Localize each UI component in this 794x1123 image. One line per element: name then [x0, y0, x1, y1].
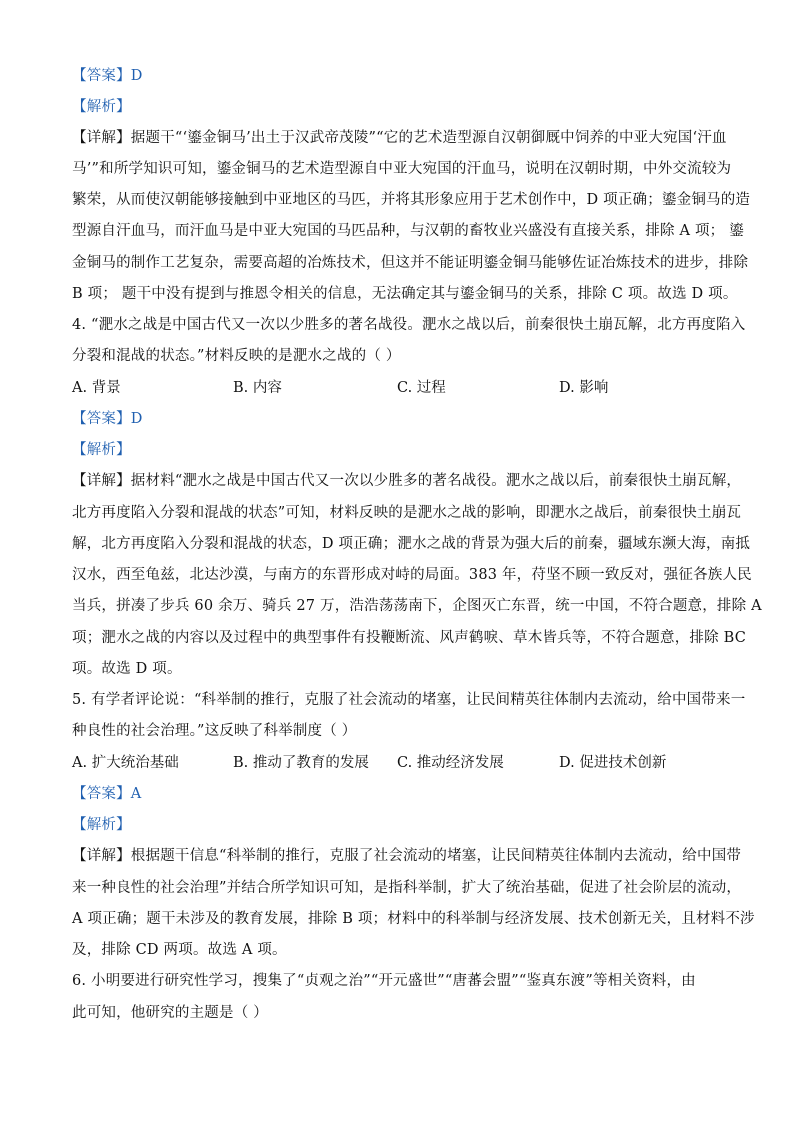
q5-detail-line: 及，排除 CD 两项。故选 A 项。 [72, 942, 287, 958]
q4-detail-line: 【详解】据材料“淝水之战是中国古代又一次以少胜多的著名战役。淝水之战以后，前秦很快土崩瓦解， [72, 473, 742, 489]
q4-detail-line: 项；淝水之战的内容以及过程中的典型事件有投鞭断流、风声鹤唳、草木皆兵等，不符合题意，排除 BC [72, 630, 747, 646]
q3-analysis-label: 【解析】 [72, 99, 131, 115]
q4-detail-line: 汉水，西至龟兹，北达沙漠，与南方的东晋形成对峙的局面。383 年，苻坚不顾一致反对，强征各族人民 [72, 567, 752, 583]
q3-detail-line: 繁荣，从而使汉朝能够接触到中亚地区的马匹，并将其形象应用于艺术创作中，D 项正确；鎏金铜马的造 [72, 192, 751, 208]
q5-answer: 【答案】A [72, 786, 142, 802]
q3-detail-line: B 项； 题干中没有提到与推恩令相关的信息，无法确定其与鎏金铜马的关系，排除 C 项。故选 D 项。 [72, 286, 738, 302]
q4-detail-line: 项。故选 D 项。 [72, 661, 182, 677]
q5-analysis-label: 【解析】 [72, 817, 131, 833]
q5-stem-line: 种良性的社会治理。”这反映了科举制度（ ） [72, 723, 357, 739]
q4-option-d: D. 影响 [559, 380, 609, 396]
q3-detail-line: 马’”和所学知识可知，鎏金铜马的艺术造型源自中亚大宛国的汗血马，说明在汉朝时期，中外交流较为 [72, 161, 732, 177]
q3-detail-line: 金铜马的制作工艺复杂，需要高超的冶炼技术，但这并不能证明鎏金铜马能够佐证冶炼技术的进步，排除 [72, 255, 749, 271]
q4-option-c: C. 过程 [397, 380, 446, 396]
q5-detail-line: 来一种良性的社会治理”并结合所学知识可知，是指科举制，扩大了统治基础，促进了社会阶层的流动， [72, 880, 742, 896]
q4-stem-line: 分裂和混战的状态。”材料反映的是淝水之战的（ ） [72, 348, 401, 364]
q6-stem-line: 6. 小明要进行研究性学习，搜集了“贞观之治”“开元盛世”“唐蕃会盟”“鉴真东渡”等相关资料，由 [72, 973, 696, 989]
q5-option-a: A. 扩大统治基础 [72, 755, 179, 771]
q4-detail-line: 当兵，拼凑了步兵 60 余万、骑兵 27 万，浩浩荡荡南下，企图灭亡东晋，统一中国，不符合题意，排除 A [72, 598, 762, 614]
q5-option-b: B. 推动了教育的发展 [233, 755, 369, 771]
q3-detail-line: 【详解】据题干“‘鎏金铜马’出土于汉武帝茂陵”“它的艺术造型源自汉朝御厩中饲养的中亚大宛国‘汗血 [72, 130, 727, 146]
q3-answer: 【答案】D [72, 68, 143, 84]
q4-answer: 【答案】D [72, 411, 143, 427]
q4-detail-line: 解，北方再度陷入分裂和混战的状态，D 项正确；淝水之战的背景为强大后的前秦，疆域东濒大海，南抵 [72, 536, 751, 552]
q4-stem-line: 4. “淝水之战是中国古代又一次以少胜多的著名战役。淝水之战以后，前秦很快土崩瓦解，北方再度陷入 [72, 317, 746, 333]
q3-detail-line: 型源自汗血马，而汗血马是中亚大宛国的马匹品种，与汉朝的畜牧业兴盛没有直接关系，排除 A 项； 鎏 [72, 223, 744, 239]
q6-stem-line: 此可知，他研究的主题是（ ） [72, 1005, 268, 1021]
q5-option-d: D. 促进技术创新 [559, 755, 667, 771]
q5-option-c: C. 推动经济发展 [397, 755, 504, 771]
q5-detail-line: A 项正确；题干未涉及的教育发展，排除 B 项；材料中的科举制与经济发展、技术创新无关，且材料不涉 [72, 911, 755, 927]
q5-detail-line: 【详解】根据题干信息“科举制的推行，克服了社会流动的堵塞，让民间精英往体制内去流动，给中国带 [72, 848, 742, 864]
q5-stem-line: 5. 有学者评论说：“科举制的推行，克服了社会流动的堵塞，让民间精英往体制内去流动，给中国带来一 [72, 692, 746, 708]
q4-detail-line: 北方再度陷入分裂和混战的状态”可知，材料反映的是淝水之战的影响，即淝水之战后，前秦很快土崩瓦 [72, 505, 742, 521]
q4-option-a: A. 背景 [72, 380, 121, 396]
q4-option-b: B. 内容 [233, 380, 282, 396]
q4-analysis-label: 【解析】 [72, 442, 131, 458]
